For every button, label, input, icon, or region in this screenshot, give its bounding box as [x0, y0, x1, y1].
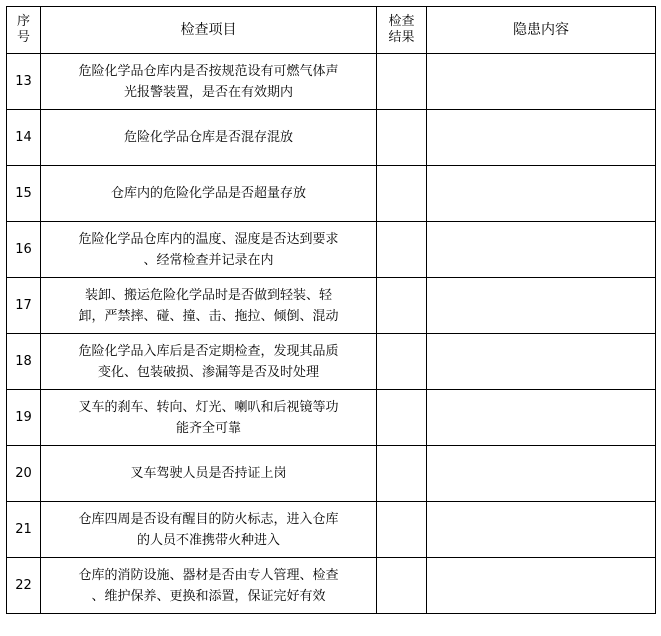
row-item-line: 危险化学品仓库是否混存混放	[123, 130, 293, 145]
row-hazard-cell[interactable]	[427, 446, 656, 502]
row-item-line: 危险化学品入库后是否定期检查，发现其品质	[78, 343, 339, 359]
table-row	[7, 558, 656, 614]
row-result-cell[interactable]	[377, 278, 427, 334]
row-hazard-cell[interactable]	[427, 558, 656, 614]
row-sequence-number: 21	[7, 502, 41, 558]
row-item-line: 仓库内的危险化学品是否超量存放	[110, 186, 306, 201]
row-item-text	[41, 278, 377, 334]
inspection-table	[6, 6, 656, 614]
row-hazard-cell[interactable]	[427, 278, 656, 334]
row-item-line: 危险化学品仓库内的温度、湿度是否达到要求	[78, 231, 339, 247]
table-row	[7, 502, 656, 558]
row-item-text	[41, 502, 377, 558]
header-cell-hazard: 隐患内容	[427, 7, 656, 54]
row-item-line: 叉车驾驶人员是否持证上岗	[130, 466, 287, 481]
header-sequence-line2: 号	[16, 30, 30, 45]
row-item-line: 卸，严禁摔、碰、撞、击、拖拉、倾倒、混动	[78, 308, 339, 324]
row-item-line: 叉车的刹车、转向、灯光、喇叭和后视镜等功	[78, 399, 339, 415]
row-item-line: 的人员不准携带火种进入	[136, 532, 280, 548]
header-result-line2: 结果	[388, 30, 415, 45]
row-hazard-cell[interactable]	[427, 390, 656, 446]
table-body	[7, 54, 656, 614]
row-item-text	[41, 558, 377, 614]
row-item-text	[41, 334, 377, 390]
row-item-line: 光报警装置，是否在有效期内	[123, 84, 293, 100]
table-row	[7, 110, 656, 166]
row-sequence-number: 22	[7, 558, 41, 614]
row-item-text	[41, 222, 377, 278]
row-item-text	[41, 446, 377, 502]
row-item-line: 装卸、搬运危险化学品时是否做到轻装、轻	[84, 287, 332, 303]
row-result-cell[interactable]	[377, 54, 427, 110]
row-result-cell[interactable]	[377, 390, 427, 446]
table-row	[7, 334, 656, 390]
row-item-line: 仓库的消防设施、器材是否由专人管理、检查	[78, 567, 339, 583]
table-row	[7, 390, 656, 446]
row-item-line: 能齐全可靠	[175, 420, 241, 436]
row-item-line: 变化、包装破损、渗漏等是否及时处理	[97, 364, 319, 380]
row-sequence-number: 15	[7, 166, 41, 222]
row-item-text	[41, 166, 377, 222]
row-sequence-number: 18	[7, 334, 41, 390]
row-sequence-number: 19	[7, 390, 41, 446]
row-hazard-cell[interactable]	[427, 502, 656, 558]
row-result-cell[interactable]	[377, 334, 427, 390]
row-sequence-number: 17	[7, 278, 41, 334]
row-item-line: 仓库四周是否设有醒目的防火标志，进入仓库	[78, 511, 339, 527]
row-sequence-number: 13	[7, 54, 41, 110]
row-result-cell[interactable]	[377, 222, 427, 278]
table-row	[7, 446, 656, 502]
row-item-line: 危险化学品仓库内是否按规范设有可燃气体声	[78, 63, 339, 79]
table-row	[7, 54, 656, 110]
row-result-cell[interactable]	[377, 558, 427, 614]
row-hazard-cell[interactable]	[427, 166, 656, 222]
row-item-text	[41, 54, 377, 110]
row-hazard-cell[interactable]	[427, 222, 656, 278]
row-hazard-cell[interactable]	[427, 54, 656, 110]
row-hazard-cell[interactable]	[427, 334, 656, 390]
table-row	[7, 166, 656, 222]
table-row	[7, 278, 656, 334]
row-item-line: 、经常检查并记录在内	[143, 252, 274, 268]
row-hazard-cell[interactable]	[427, 110, 656, 166]
header-result-line1: 检查	[388, 14, 415, 29]
table-row	[7, 222, 656, 278]
row-sequence-number: 14	[7, 110, 41, 166]
header-row	[7, 7, 656, 54]
row-sequence-number: 16	[7, 222, 41, 278]
header-cell-result	[377, 7, 427, 54]
table-header	[7, 7, 656, 54]
row-sequence-number: 20	[7, 446, 41, 502]
row-result-cell[interactable]	[377, 110, 427, 166]
row-result-cell[interactable]	[377, 166, 427, 222]
header-cell-item: 检查项目	[41, 7, 377, 54]
row-item-text	[41, 110, 377, 166]
row-result-cell[interactable]	[377, 502, 427, 558]
row-result-cell[interactable]	[377, 446, 427, 502]
header-sequence-line1: 序	[16, 14, 30, 29]
header-cell-sequence	[7, 7, 41, 54]
row-item-line: 、维护保养、更换和添置，保证完好有效	[91, 588, 326, 604]
row-item-text	[41, 390, 377, 446]
